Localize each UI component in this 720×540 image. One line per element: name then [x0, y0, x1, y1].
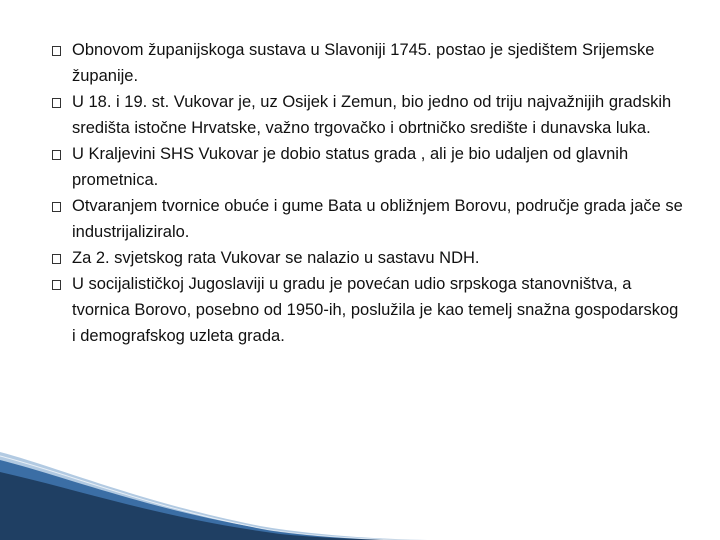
bullet-text: U 18. i 19. st. Vukovar je, uz Osijek i Zemun, bio jedno od triju najvažnijih gradskih središta istočne Hrvatske, važno trgovačko i obrtničko središte i dunavska luka.: [72, 93, 672, 137]
square-bullet-icon: [52, 98, 61, 108]
bullet-item: [44, 271, 684, 349]
square-bullet-icon: [52, 280, 61, 290]
bullet-item: [44, 89, 684, 141]
square-bullet-icon: [52, 202, 61, 212]
bullet-item: [44, 141, 684, 193]
decorative-wave: [0, 450, 720, 540]
bullet-text: Otvaranjem tvornice obuće i gume Bata u obližnjem Borovu, područje grada jače se industrijaliziralo.: [72, 197, 683, 241]
square-bullet-icon: [52, 46, 61, 56]
bullet-list: [44, 37, 684, 349]
square-bullet-icon: [52, 254, 61, 264]
bullet-text: Za 2. svjetskog rata Vukovar se nalazio u sastavu NDH.: [72, 249, 480, 267]
bullet-item: [44, 193, 684, 245]
square-bullet-icon: [52, 150, 61, 160]
bullet-text: U socijalističkoj Jugoslaviji u gradu je povećan udio srpskoga stanovništva, a tvornica Borovo, posebno od 1950-ih, poslužila je kao temelj snažna gospodarskog i demografskog uzleta grada.: [72, 275, 679, 345]
bullet-item: [44, 245, 684, 271]
bullet-item: [44, 37, 684, 89]
bullet-text: U Kraljevini SHS Vukovar je dobio status grada , ali je bio udaljen od glavnih prometnica.: [72, 145, 629, 189]
bullet-text: Obnovom županijskoga sustava u Slavoniji 1745. postao je sjedištem Srijemske županije.: [72, 41, 655, 85]
